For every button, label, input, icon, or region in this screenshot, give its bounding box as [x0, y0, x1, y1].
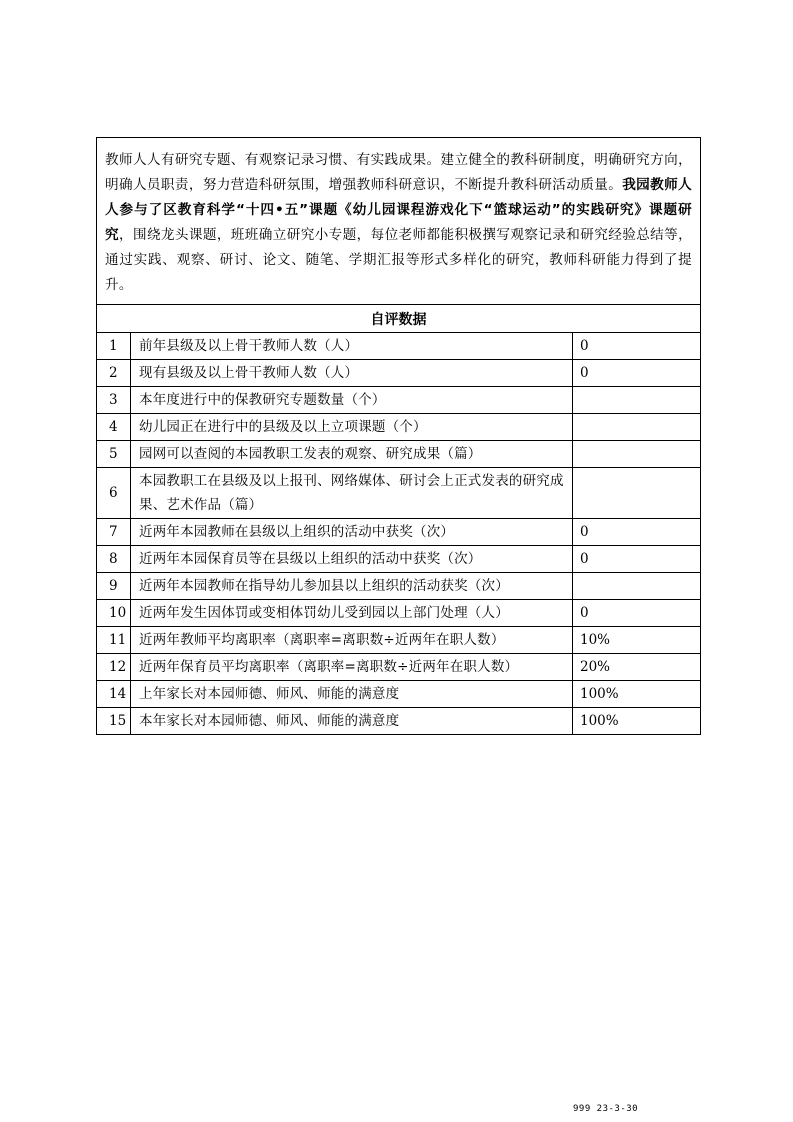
row-label: 现有县级及以上骨干教师人数（人）: [131, 360, 573, 387]
row-value: 100%: [573, 708, 701, 735]
table-row: [97, 519, 701, 546]
self-evaluation-table: [96, 137, 701, 735]
row-value: 0: [573, 519, 701, 546]
intro-text-part1: 教师人人有研究专题、有观察记录习惯、有实践成果。建立健全的教科研制度，明确研究方向，明确人员职责，努力营造科研氛围，增强教师科研意识，不断提升教科研活动质量。: [105, 152, 692, 193]
table-row: [97, 654, 701, 681]
table-row: [97, 627, 701, 654]
row-value: [573, 414, 701, 441]
section-title: 自评数据: [97, 305, 701, 333]
row-label: 前年县级及以上骨干教师人数（人）: [131, 333, 573, 360]
footer-stamp: 999 23-3-30: [573, 1104, 639, 1114]
table-row: [97, 360, 701, 387]
row-label: 近两年本园教师在县级以上组织的活动中获奖（次）: [131, 519, 573, 546]
table-row: [97, 546, 701, 573]
row-number: 11: [97, 627, 131, 654]
intro-text-bold: 我园教师人人参与了区教育科学“十四•五”课题《幼儿园课程游戏化下“篮球运动”的实践研究》课题研究: [105, 177, 692, 243]
row-value: 0: [573, 333, 701, 360]
row-label: 园网可以查阅的本园教职工发表的观察、研究成果（篇）: [131, 441, 573, 468]
table-row: [97, 573, 701, 600]
row-number: 5: [97, 441, 131, 468]
section-header-row: [97, 305, 701, 333]
row-label: 近两年教师平均离职率（离职率=离职数÷近两年在职人数）: [131, 627, 573, 654]
row-value: 100%: [573, 681, 701, 708]
row-value: 0: [573, 546, 701, 573]
row-number: 10: [97, 600, 131, 627]
row-value: [573, 387, 701, 414]
table-row: [97, 441, 701, 468]
intro-paragraph: [97, 138, 701, 305]
row-value: [573, 441, 701, 468]
row-number: 14: [97, 681, 131, 708]
table-row: [97, 600, 701, 627]
row-label: 本年家长对本园师德、师风、师能的满意度: [131, 708, 573, 735]
row-value: 20%: [573, 654, 701, 681]
row-number: 2: [97, 360, 131, 387]
row-number: 6: [97, 468, 131, 519]
table-row: [97, 333, 701, 360]
table-row: [97, 681, 701, 708]
row-label: 本园教职工在县级及以上报刊、网络媒体、研讨会上正式发表的研究成果、艺术作品（篇）: [131, 468, 573, 519]
row-label: 近两年本园保育员等在县级以上组织的活动中获奖（次）: [131, 546, 573, 573]
row-label: 本年度进行中的保教研究专题数量（个）: [131, 387, 573, 414]
table-row: [97, 708, 701, 735]
row-value: 0: [573, 600, 701, 627]
row-label: 近两年发生因体罚或变相体罚幼儿受到园以上部门处理（人）: [131, 600, 573, 627]
row-number: 12: [97, 654, 131, 681]
row-number: 1: [97, 333, 131, 360]
row-value: 10%: [573, 627, 701, 654]
row-label: 幼儿园正在进行中的县级及以上立项课题（个）: [131, 414, 573, 441]
row-number: 7: [97, 519, 131, 546]
row-label: 近两年本园教师在指导幼儿参加县以上组织的活动获奖（次）: [131, 573, 573, 600]
row-number: 15: [97, 708, 131, 735]
row-label: 近两年保育员平均离职率（离职率=离职数÷近两年在职人数）: [131, 654, 573, 681]
row-value: [573, 468, 701, 519]
table-row: [97, 387, 701, 414]
row-value: 0: [573, 360, 701, 387]
row-number: 3: [97, 387, 131, 414]
row-label: 上年家长对本园师德、师风、师能的满意度: [131, 681, 573, 708]
intro-row: [97, 138, 701, 305]
row-number: 8: [97, 546, 131, 573]
table-row: [97, 414, 701, 441]
table-row: [97, 468, 701, 519]
row-number: 9: [97, 573, 131, 600]
row-number: 4: [97, 414, 131, 441]
intro-text-part2: ，围绕龙头课题，班班确立研究小专题，每位老师都能积极撰写观察记录和研究经验总结等，通过实践、观察、研讨、论文、随笔、学期汇报等形式多样化的研究，教师科研能力得到了提升。: [105, 227, 692, 293]
row-value: [573, 573, 701, 600]
